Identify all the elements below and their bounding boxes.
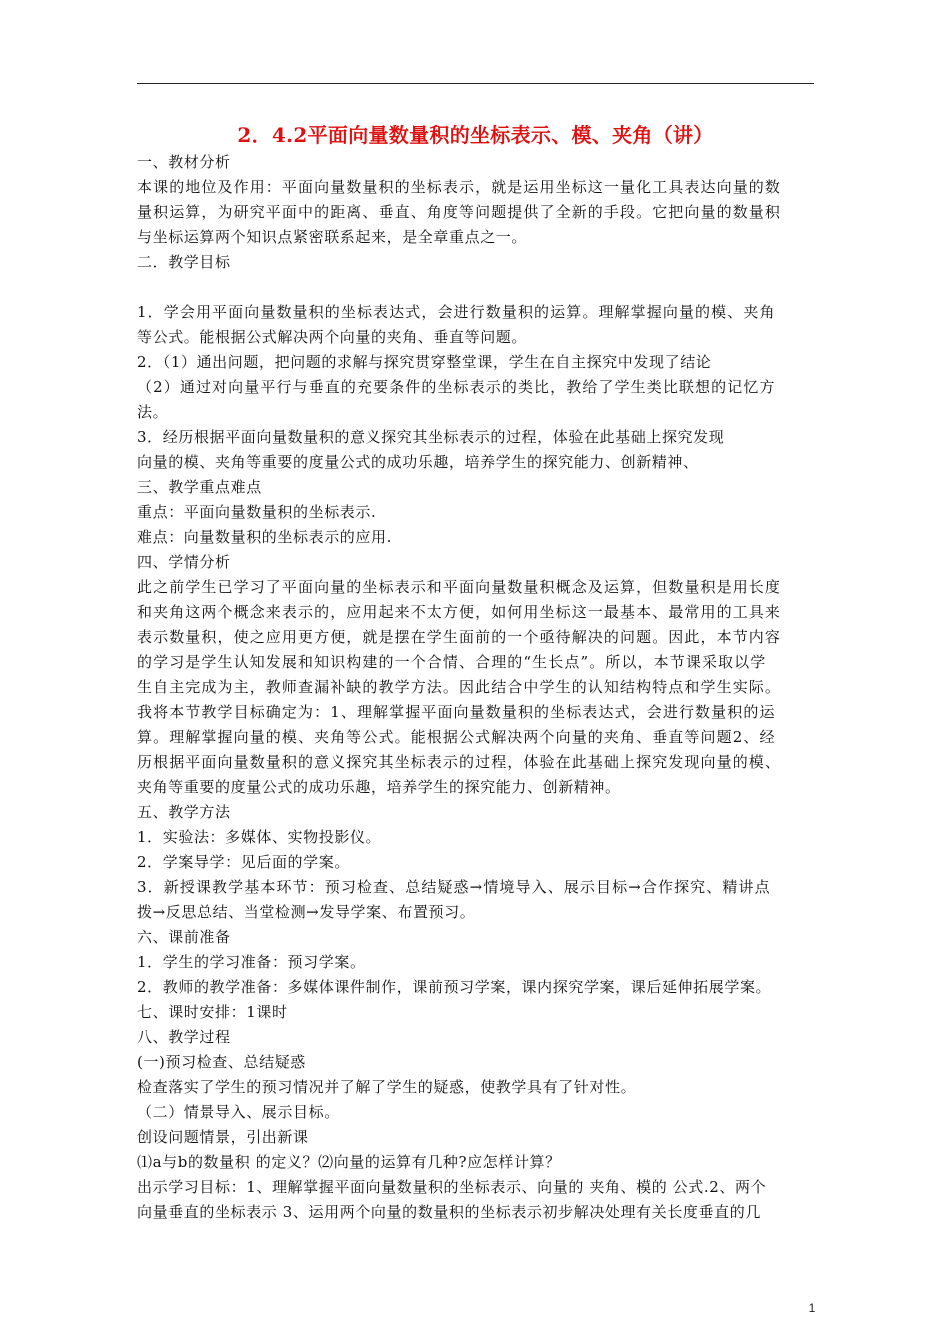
paragraph-line: 生自主完成为主，教师查漏补缺的教学方法。因此结合中学生的认知结构特点和学生实际。 <box>137 678 782 696</box>
paragraph-line: ⑴a与b的数量积 的定义？⑵向量的运算有几种?应怎样计算？ <box>137 1153 561 1171</box>
section-heading: 二．教学目标 <box>137 253 231 271</box>
paragraph-line: 的学习是学生认知发展和知识构建的一个合情、合理的“生长点”。所以，本节课采取以学 <box>137 653 767 671</box>
paragraph-line: 量积运算，为研究平面中的距离、垂直、角度等问题提供了全新的手段。它把向量的数量积 <box>137 203 782 221</box>
paragraph-line: 等公式。能根据公式解决两个向量的夹角、垂直等问题。 <box>137 328 528 346</box>
document-body <box>137 150 817 1225</box>
paragraph-line: 检查落实了学生的预习情况并了解了学生的疑惑，使教学具有了针对性。 <box>137 1078 637 1096</box>
blank-line <box>137 275 817 300</box>
paragraph-line: 1．学会用平面向量数量积的坐标表达式，会进行数量积的运算。理解掌握向量的模、夹角 <box>137 303 776 321</box>
paragraph-line: 和夹角这两个概念来表示的，应用起来不太方便，如何用坐标这一最基本、最常用的工具来 <box>137 603 782 621</box>
section-heading: 一、教材分析 <box>137 153 231 171</box>
paragraph-line: （二）情景导入、展示目标。 <box>137 1103 340 1121</box>
paragraph-line: 历根据平面向量数量积的意义探究其坐标表示的过程，体验在此基础上探究发现向量的模、 <box>137 753 782 771</box>
paragraph-line: （2）通过对向量平行与垂直的充要条件的坐标表示的类比，教给了学生类比联想的记忆方 <box>137 378 776 396</box>
section-heading: 六、课前准备 <box>137 928 231 946</box>
paragraph-line: 算。理解掌握向量的模、夹角等公式。能根据公式解决两个向量的夹角、垂直等问题2、经 <box>137 728 776 746</box>
paragraph-line: 3．新授课教学基本环节：预习检查、总结疑惑→情境导入、展示目标→合作探究、精讲点 <box>137 878 771 896</box>
section-heading: 三、教学重点难点 <box>137 478 262 496</box>
paragraph-line: 2．学案导学：见后面的学案。 <box>137 853 350 871</box>
header-rule <box>137 83 814 84</box>
paragraph-line: 2．（1）通出问题，把问题的求解与探究贯穿整堂课，学生在自主探究中发现了结论 <box>137 353 712 371</box>
paragraph-line: 拨→反思总结、当堂检测→发导学案、布置预习。 <box>137 903 476 921</box>
paragraph-line: (一)预习检查、总结疑惑 <box>137 1053 306 1071</box>
section-heading: 五、教学方法 <box>137 803 231 821</box>
paragraph-line: 本课的地位及作用：平面向量数量积的坐标表示，就是运用坐标这一量化工具表达向量的数 <box>137 178 782 196</box>
document-title: 2．4.2平面向量数量积的坐标表示、模、夹角（讲） <box>237 123 714 147</box>
section-heading: 八、教学过程 <box>137 1028 231 1046</box>
paragraph-line: 3．经历根据平面向量数量积的意义探究其坐标表示的过程，体验在此基础上探究发现 <box>137 428 725 446</box>
paragraph-line: 与坐标运算两个知识点紧密联系起来，是全章重点之一。 <box>137 228 528 246</box>
paragraph-line: 我将本节教学目标确定为：1、理解掌握平面向量数量积的坐标表达式，会进行数量积的运 <box>137 703 776 721</box>
paragraph-line: 难点：向量数量积的坐标表示的应用. <box>137 528 392 546</box>
paragraph-line: 出示学习目标：1、理解掌握平面向量数量积的坐标表示、向量的 夹角、模的 公式.2、两个 <box>137 1178 767 1196</box>
paragraph-line: 1．实验法：多媒体、实物投影仪。 <box>137 828 382 846</box>
paragraph-line: 向量的模、夹角等重要的度量公式的成功乐趣，培养学生的探究能力、创新精神、 <box>137 453 699 471</box>
paragraph-line: 夹角等重要的度量公式的成功乐趣，培养学生的探究能力、创新精神。 <box>137 778 621 796</box>
paragraph-line: 1．学生的学习准备：预习学案。 <box>137 953 366 971</box>
paragraph-line: 表示数量积，使之应用更方便，就是摆在学生面前的一个亟待解决的问题。因此，本节内容 <box>137 628 782 646</box>
section-heading: 四、学情分析 <box>137 553 231 571</box>
paragraph-line: 重点：平面向量数量积的坐标表示. <box>137 503 377 521</box>
paragraph-line: 创设问题情景，引出新课 <box>137 1128 309 1146</box>
section-heading: 七、课时安排：1课时 <box>137 1003 288 1021</box>
page-number: 1 <box>808 1301 816 1315</box>
paragraph-line: 2．教师的教学准备：多媒体课件制作，课前预习学案，课内探究学案，课后延伸拓展学案。 <box>137 978 772 996</box>
paragraph-line: 法。 <box>137 403 169 421</box>
paragraph-line: 此之前学生已学习了平面向量的坐标表示和平面向量数量积概念及运算，但数量积是用长度 <box>137 578 782 596</box>
paragraph-line: 向量垂直的坐标表示 3、运用两个向量的数量积的坐标表示初步解决处理有关长度垂直的几 <box>137 1203 761 1221</box>
